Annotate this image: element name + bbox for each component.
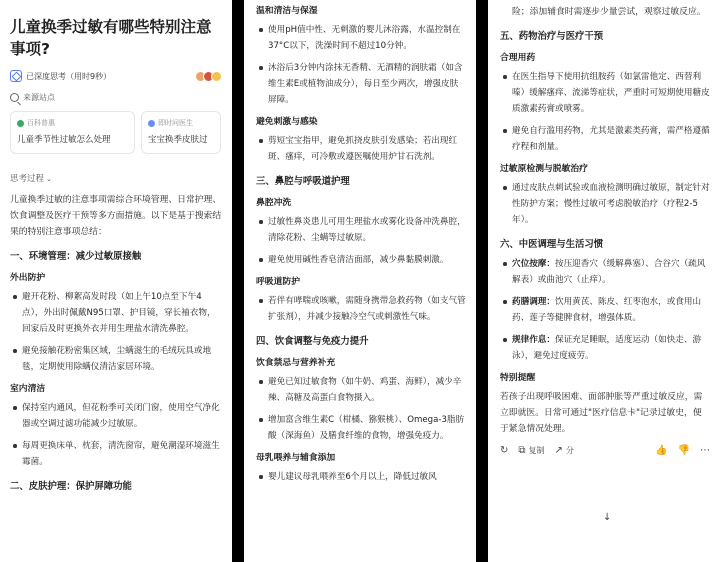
- subsection-heading: 母乳喂养与辅食添加: [256, 453, 336, 463]
- share-button[interactable]: [555, 445, 574, 456]
- sources-label: 来源站点: [23, 93, 55, 102]
- share-icon: ↗: [554, 444, 563, 456]
- ai-logo-icon: [10, 70, 22, 82]
- answer-panel-2: [244, 0, 476, 562]
- bullet-list: [500, 69, 710, 155]
- item-lead: 穴位按摩：: [512, 259, 555, 269]
- subsection-heading: 鼻腔冲洗: [256, 198, 292, 208]
- continued-text: 险；添加辅食时需逐步少量尝试，观察过敏反应。: [512, 7, 706, 17]
- answer-panel-3: [488, 0, 720, 562]
- bullet-list: [500, 256, 710, 364]
- source-site: 即时问医生: [158, 119, 193, 127]
- section-heading: 四、饮食调整与免疫力提升: [256, 336, 369, 347]
- answer-panel-1: [0, 0, 232, 562]
- bullet-list: [500, 180, 710, 228]
- bullet-list: [256, 469, 466, 485]
- bullet-list: [256, 133, 466, 165]
- share-label: 分: [565, 446, 574, 455]
- item-text: 保证充足睡眠，适度运动（如快走、游泳），避免过度疲劳。: [512, 335, 702, 361]
- thumbs-up-icon: 👍: [655, 444, 668, 456]
- source-cards: [10, 111, 222, 154]
- section-heading: 三、鼻腔与呼吸道护理: [256, 176, 350, 187]
- list-item: 每周更换床单、枕套，清洗窗帘，避免潮湿环境滋生霉菌。: [10, 438, 222, 470]
- copy-label: 复制: [528, 446, 545, 455]
- more-button[interactable]: [700, 446, 710, 456]
- dislike-button[interactable]: [678, 446, 690, 456]
- source-avatars[interactable]: [198, 71, 222, 82]
- site-icon: [148, 120, 155, 127]
- subsection-heading: 合理用药: [500, 53, 536, 63]
- deep-think-chip[interactable]: [10, 70, 222, 82]
- sources-header: [10, 92, 222, 103]
- list-item: 婴儿建议母乳喂养至6个月以上，降低过敏风: [256, 469, 466, 485]
- list-item: 使用pH值中性、无刺激的婴儿沐浴露，水温控制在37°C以下，洗澡时间不超过10分钟。: [256, 22, 466, 54]
- list-item: 过敏性鼻炎患儿可用生理盐水或雾化设备冲洗鼻腔，清除花粉、尘螨等过敏原。: [256, 214, 466, 246]
- copy-button[interactable]: [518, 445, 544, 456]
- list-item: 沐浴后3分钟内涂抹无香精、无酒精的润肤霜（如含维生素E或植物油成分），每日至少两次，增强皮肤屏障。: [256, 60, 466, 108]
- refresh-icon: ↻: [500, 444, 509, 456]
- list-item: [500, 294, 710, 326]
- item-lead: 规律作息：: [512, 335, 555, 345]
- subsection-heading: 呼吸道防护: [256, 277, 300, 287]
- subsection-heading: 外出防护: [10, 273, 46, 283]
- tip-paragraph: 若孩子出现呼吸困难、面部肿胀等严重过敏反应，需立即就医。日常可通过"医疗信息卡"记录过敏史，便于紧急情况处理。: [500, 392, 703, 434]
- source-title: 宝宝换季皮肤过: [148, 135, 208, 145]
- chevron-down-icon: ⌄: [46, 175, 52, 183]
- bullet-list: [256, 214, 466, 268]
- copy-icon: ⧉: [518, 444, 526, 456]
- refresh-button[interactable]: [500, 446, 508, 456]
- list-item: 避免自行滥用药物，尤其是激素类药膏，需严格遵循疗程和剂量。: [500, 123, 710, 155]
- subsection-heading: 饮食禁忌与营养补充: [256, 358, 336, 368]
- list-item: 通过皮肤点刺试验或血液检测明确过敏原，制定针对性防护方案；慢性过敏可考虑脱敏治疗（疗程2-5年）。: [500, 180, 710, 228]
- subsection-heading: 特别提醒: [500, 373, 536, 383]
- source-site: 百科普惠: [27, 119, 55, 127]
- site-icon: [17, 120, 24, 127]
- thumbs-down-icon: 👎: [677, 444, 690, 456]
- bullet-list: [10, 400, 222, 470]
- item-lead: 药膳调理：: [512, 297, 555, 307]
- think-process-toggle[interactable]: [10, 172, 222, 184]
- list-item: 剪短宝宝指甲，避免抓挠皮肤引发感染；若出现红斑、瘙痒，可冷敷或遵医嘱使用炉甘石洗剂。: [256, 133, 466, 165]
- subsection-heading: 温和清洁与保湿: [256, 6, 318, 16]
- list-item: 避开花粉、柳絮高发时段（如上午10点至下午4点），外出时佩戴N95口罩、护目镜，穿长袖衣物，回家后及时更换外衣并用生理盐水清洗鼻腔。: [10, 289, 222, 337]
- list-item: 避免使用碱性香皂清洁面部，减少鼻黏膜刺激。: [256, 252, 466, 268]
- source-card[interactable]: [141, 111, 221, 154]
- section-heading: 五、药物治疗与医疗干预: [500, 31, 604, 42]
- section-heading: 六、中医调理与生活习惯: [500, 239, 604, 250]
- question-title: 儿童换季过敏有哪些特别注意事项?: [10, 18, 212, 58]
- bullet-list: [256, 374, 466, 444]
- item-text: 饮用黄芪、陈皮、红枣泡水，或食用山药、莲子等健脾食材，增强体质。: [512, 297, 702, 323]
- avatar-icon: [211, 71, 222, 82]
- list-item: 避免接触花粉密集区域，尘螨滋生的毛绒玩具或地毯，定期使用除螨仪清洁家居环境。: [10, 343, 222, 375]
- like-button[interactable]: [655, 446, 667, 456]
- section-heading: 一、环境管理：减少过敏原接触: [10, 251, 142, 262]
- bullet-list: [10, 289, 222, 375]
- list-item: 保持室内通风，但花粉季可关闭门窗，使用空气净化器或空调过滤功能减少过敏原。: [10, 400, 222, 432]
- source-title: 儿童季节性过敏怎么处理: [17, 135, 111, 145]
- more-icon: ⋯: [700, 444, 710, 456]
- section-heading: 二、皮肤护理：保护屏障功能: [10, 481, 132, 492]
- item-text: 按压迎香穴（缓解鼻塞）、合谷穴（疏风解表）或曲池穴（止痒）。: [512, 259, 706, 285]
- bullet-list: [256, 293, 466, 325]
- bullet-list: [256, 22, 466, 108]
- subsection-heading: 过敏原检测与脱敏治疗: [500, 164, 588, 174]
- source-card[interactable]: [10, 111, 135, 154]
- scroll-down-icon[interactable]: ↓: [603, 512, 612, 523]
- subsection-heading: 室内清洁: [10, 384, 46, 394]
- list-item: 在医生指导下使用抗组胺药（如氯雷他定、西替利嗪）缓解瘙痒、流涕等症状，严重时可短期使用糖皮质激素药膏或喷雾。: [500, 69, 710, 117]
- list-item: 增加富含维生素C（柑橘、猕猴桃）、Omega-3脂肪酸（深海鱼）及膳食纤维的食物，增强免疫力。: [256, 412, 466, 444]
- intro-paragraph: 儿童换季过敏的注意事项需综合环境管理、日常护理、饮食调整及医疗干预等多方面措施。以下是基于搜索结果的特别注意事项总结：: [10, 195, 222, 237]
- list-item: 若伴有哮喘或咳嗽，需随身携带急救药物（如支气管扩张剂），并减少接触冷空气或刺激性气味。: [256, 293, 466, 325]
- search-icon: [10, 93, 19, 102]
- answer-toolbar: [500, 445, 710, 456]
- subsection-heading: 避免刺激与感染: [256, 117, 318, 127]
- list-item: 避免已知过敏食物（如牛奶、鸡蛋、海鲜），减少辛辣、高糖及高蛋白食物摄入。: [256, 374, 466, 406]
- list-item: [500, 256, 710, 288]
- think-label: 思考过程: [10, 174, 45, 184]
- list-item: [500, 332, 710, 364]
- deep-think-status: 已深度思考（用时9秒）: [26, 71, 112, 81]
